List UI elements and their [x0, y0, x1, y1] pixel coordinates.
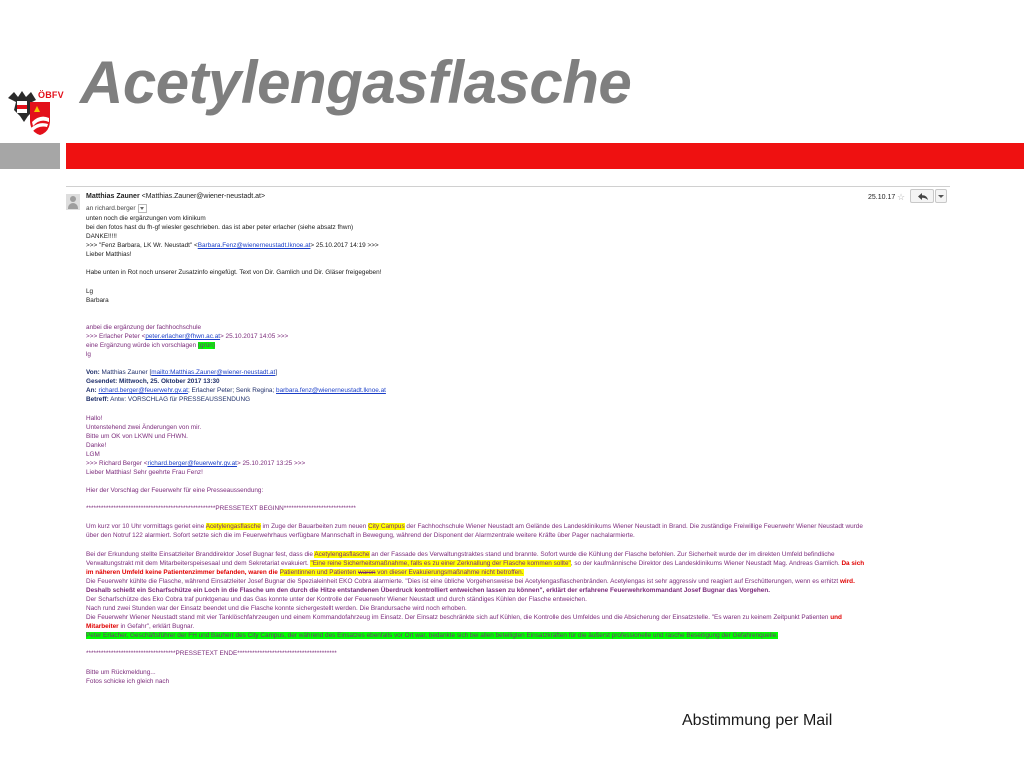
quote-suffix: > 25.10.2017 13:25 >>>	[236, 459, 306, 467]
body-line: Bitte um OK von LKWN und FHWN.	[86, 432, 188, 440]
from-end: ]	[275, 369, 278, 377]
press-line	[86, 622, 946, 631]
quote-prefix: >>> Erlacher Peter <	[86, 332, 146, 340]
green-highlight: Peter Erlacher, Geschäftsführer der FH und Bauherr des City Campus, der während des Einsatzes ebenfalls vor Ort war, bedankte sich bei allen beteiligten Einsatzkräften für die äußerst professionelle und rasche Beseitigung der Gefahrenquelle.	[86, 632, 778, 640]
reply-button[interactable]	[910, 189, 934, 203]
from-label: Von:	[86, 369, 100, 377]
press-line	[86, 522, 946, 531]
press-line	[86, 559, 946, 568]
email-divider	[66, 186, 950, 187]
body-line: Lieber Matthias!	[86, 251, 132, 259]
email-sender	[86, 193, 265, 200]
yellow-highlight: "Eine reine Sicherheitsmaßnahme, falls es zu einer Zerknallung der Flasche kommen sollte"	[310, 559, 571, 567]
press-text: Bei der Erkundung stellte Einsatzleiter Branddirektor Josef Bugnar fest, dass die	[86, 550, 315, 558]
obfv-logo	[4, 88, 64, 138]
press-text: , so der kaufmännische Direktor des Landesklinikums Wiener Neustadt Mag. Andreas Gamlich.	[570, 559, 842, 567]
email-link[interactable]: mailto:Matthias.Zauner@wiener-neustadt.at	[151, 369, 276, 377]
body-line: LGM	[86, 450, 100, 458]
green-highlight: (grün)	[197, 341, 215, 349]
accent-bar-red	[66, 143, 1024, 169]
quote-prefix: >>> Richard Berger <	[86, 459, 148, 467]
press-line: Der Scharfschütze des Eko Cobra traf punktgenau und das Gas konnte unter der Kontrolle der Feuerwehr Wiener Neustadt und durch ständiges Kühlen der Flasche entweichen.	[86, 596, 587, 603]
body-line: Fotos schicke ich gleich nach	[86, 677, 170, 685]
press-text: im Zuge der Bauarbeiten zum neuen	[260, 523, 369, 531]
from-value: Matthias Zauner [	[99, 369, 152, 377]
press-text: der Fachhochschule Wiener Neustadt am Gelände des Landesklinikums Wiener Neustadt in Brand. Die zuständige Freiwillige Feuerwehr Wiener Neustadt wurde	[404, 523, 863, 531]
logo-text: ÖBFV	[38, 90, 64, 100]
body-line: Lg	[86, 287, 94, 295]
press-end-marker: ************************************PRESSETEXT ENDE****************************************	[86, 650, 337, 658]
press-text: Die Feuerwehr kühlte die Flasche, während Einsatzleiter Josef Bugnar die Spezialeinheit EKO Cobra alarmierte. "Dies ist eine übliche Vorgehensweise bei Acetylengasflaschenbränden. Acetylengas ist sehr aggressiv und reagiert auf Erschütterungen, wenn es erhitzt	[86, 577, 840, 585]
sent-value: Mittwoch, 25. Oktober 2017 13:30	[117, 378, 220, 386]
press-line	[86, 613, 946, 622]
to-value: ; Erlacher Peter; Senk Regina;	[187, 387, 277, 395]
quote-prefix: >>> "Fenz Barbara, LK Wr. Neustadt" <	[86, 242, 198, 250]
quote-header	[86, 332, 946, 341]
header-subject	[86, 395, 946, 404]
email-link[interactable]: richard.berger@feuerwehr.gv.at	[98, 387, 188, 395]
body-line	[86, 341, 946, 350]
yellow-highlight: Patientinnen und Patienten	[279, 568, 359, 576]
red-insertion: Da sich	[841, 559, 865, 567]
quote-suffix: > 25.10.2017 14:05 >>>	[220, 332, 289, 340]
yellow-highlight: City Campus	[368, 523, 405, 531]
quote-header	[86, 459, 946, 468]
email-date: 25.10.17	[868, 194, 896, 201]
body-line: lg	[86, 351, 91, 359]
body-line: Barbara	[86, 296, 109, 304]
press-text-bold: , erklärt der erfahrene Feuerwehrkommandant Josef Bugnar das Vorgehen.	[542, 586, 771, 594]
red-insertion: Mitarbeiter	[86, 623, 119, 631]
header-to	[86, 386, 946, 395]
email-link[interactable]: richard.berger@feuerwehr.gv.at	[147, 459, 237, 467]
suggestion-text: eine Ergänzung würde ich vorschlagen	[86, 341, 198, 349]
yellow-highlight: Acetylengasflasche	[314, 550, 370, 558]
slide-title: Acetylengasflasche	[80, 49, 632, 116]
email-link[interactable]: Barbara.Fenz@wienerneustadt.lknoe.at	[197, 242, 311, 250]
quote-suffix: > 25.10.2017 14:19 >>>	[310, 242, 379, 250]
press-text: an der Fassade des Verwaltungstraktes stand und brannte. Sofort wurde die Kühlung der Flasche befohlen. Zur Sicherheit wurde der im direkten Umfeld befindliche	[369, 550, 835, 558]
body-line: bei den fotos hast du fh-gf wiesler geschrieben. das ist aber peter erlacher (siehe absatz fhwn)	[86, 224, 354, 232]
email-link[interactable]: peter.erlacher@fhwn.ac.at	[145, 332, 221, 340]
sent-label: Gesendet:	[86, 378, 118, 386]
subject-label: Betreff:	[86, 396, 109, 404]
slide-caption: Abstimmung per Mail	[682, 712, 833, 729]
press-begin-marker: ****************************************************PRESSETEXT BEGINN*****************************	[86, 505, 356, 513]
red-insertion: im näheren Umfeld keine Patientenzimmer befanden, waren die	[86, 568, 280, 576]
body-line: DANKE!!!!!	[86, 233, 117, 241]
quote-header	[86, 241, 946, 250]
body-line: unten noch die ergänzungen vom klinikum	[86, 215, 206, 222]
subject-value: Antw: VORSCHLAG für PRESSEAUSSENDUNG	[108, 396, 251, 404]
body-line: Hallo!	[86, 414, 103, 422]
star-icon[interactable]: ☆	[897, 192, 906, 202]
to-label: An:	[86, 387, 97, 395]
reply-arrow-icon	[918, 193, 928, 200]
press-text-bold: Deshalb schießt ein Scharfschütze ein Loch in die Flasche um den durch die Hitze entstandenen Überdruck kontrolliert entweichen lassen zu können"	[86, 586, 543, 594]
person-icon	[66, 194, 80, 210]
body-line: Hier der Vorschlag der Feuerwehr für eine Presseaussendung:	[86, 487, 264, 495]
press-text: Verwaltungstrakt mit dem Mitarbeiterspeisesaal und dem Sekretariat evakuiert.	[86, 559, 311, 567]
more-actions-button[interactable]	[935, 189, 947, 203]
red-insertion: und	[830, 614, 842, 622]
recipient-label: an richard.berger	[86, 205, 136, 213]
email-link[interactable]: barbara.fenz@wienerneustadt.lknoe.at	[276, 387, 386, 395]
body-line: Bitte um Rückmeldung...	[86, 668, 156, 676]
red-insertion: wird.	[839, 577, 855, 585]
body-line: anbei die ergänzung der fachhochschule	[86, 323, 202, 331]
yellow-highlight: von dieser Evakuierungsmaßnahme nicht betroffen.	[375, 568, 524, 576]
press-line	[86, 586, 946, 595]
press-text: in Gefahr", erklärt Bugnar.	[118, 623, 195, 631]
body-line: Habe unten in Rot noch unserer Zusatzinfo eingefügt. Text von Dir. Gamlich und Dir. Gläser freigegeben!	[86, 269, 382, 277]
header-sent	[86, 377, 946, 386]
sender-address: <Matthias.Zauner@wiener-neustadt.at>	[141, 193, 266, 200]
press-line	[86, 631, 946, 640]
header-from	[86, 368, 946, 377]
strikethrough-text: waren	[358, 568, 376, 576]
accent-bar-gray	[0, 143, 60, 169]
press-line: Nach rund zwei Stunden war der Einsatz beendet und die Flasche konnte sichergestellt werden. Die Brandursache wird noch erhoben.	[86, 605, 467, 613]
press-line: über den Notruf 122 alarmiert. Sofort setzte sich die im Feuerwehrhaus verfügbare Mannschaft in Bewegung, während der Disponent der Alarmzentrale weitere Kräfte über Pager nachalarmierte.	[86, 532, 635, 540]
email-body	[86, 214, 946, 686]
press-line	[86, 550, 946, 559]
body-line: Untenstehend zwei Änderungen von mir.	[86, 423, 202, 431]
sender-name: Matthias Zauner	[86, 193, 140, 200]
body-line: Danke!	[86, 441, 107, 449]
body-line: Lieber Matthias! Sehr geehrte Frau Fenz!	[86, 469, 203, 477]
email-screenshot	[66, 186, 950, 698]
email-recipient[interactable]	[86, 204, 147, 213]
yellow-highlight: Acetylengasflasche	[205, 523, 261, 531]
press-text: Um kurz vor 10 Uhr vormittags geriet eine	[86, 523, 206, 531]
chevron-down-icon[interactable]	[138, 204, 147, 213]
press-text: Die Feuerwehr Wiener Neustadt stand mit vier Tanklöschfahrzeugen und einem Kommandofahrzeug im Einsatz. Der Einsatz beschränkte sich auf Kühlen, die Kontrolle des Umfeldes und die Absicherung der Einsatzstelle. "Es waren zu keinem Zeitpunkt Patienten	[86, 614, 831, 622]
press-line	[86, 568, 946, 577]
press-line	[86, 577, 946, 586]
